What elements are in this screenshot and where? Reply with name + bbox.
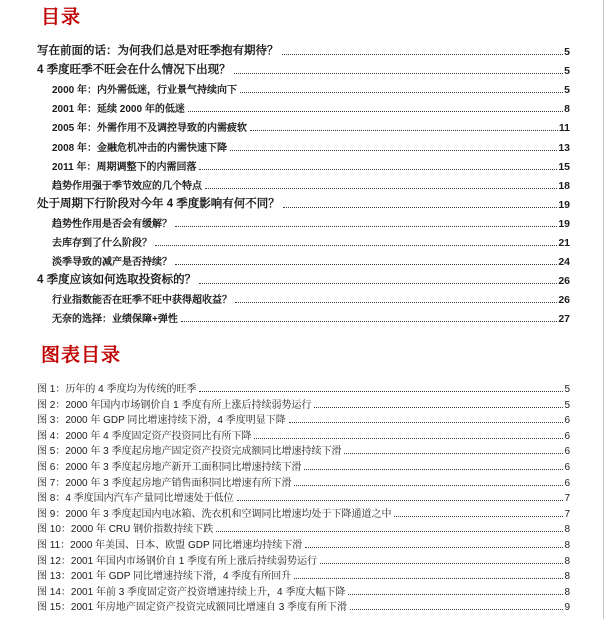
entry-page-number: 8: [564, 571, 570, 583]
entry-label: 图 14：2001 年前 3 季度固定资产投资增速持续上升，4 季度大幅下降: [37, 586, 346, 598]
toc-section-title: 目录: [41, 7, 82, 28]
dot-leader: [304, 468, 563, 470]
entry-label: 行业指数能否在旺季不旺中获得超收益？: [52, 295, 232, 307]
entry-label: 2011 年：周期调整下的内需回落: [52, 161, 197, 173]
toc-entry[interactable]: [37, 192, 570, 211]
entry-label: 无奈的选择：业绩保障+弹性: [52, 314, 178, 326]
toc-entry[interactable]: [37, 268, 570, 287]
dot-leader: [282, 53, 564, 55]
entry-label: 4 季度应该如何选取投资标的？: [37, 274, 197, 287]
figure-entry[interactable]: [37, 442, 570, 458]
entry-label: 2001 年：延续 2000 年的低迷: [52, 104, 185, 116]
entry-page-number: 24: [558, 256, 570, 269]
dot-leader: [175, 263, 557, 265]
dot-leader: [294, 577, 563, 579]
toc-entry[interactable]: [37, 287, 570, 306]
entry-page-number: 6: [564, 461, 570, 473]
entry-page-number: 5: [564, 84, 570, 97]
figures-list: [37, 379, 570, 613]
entry-page-number: 8: [564, 555, 570, 567]
entry-page-number: 8: [564, 586, 570, 598]
figure-entry[interactable]: [37, 535, 570, 551]
dot-leader: [254, 437, 563, 439]
entry-label: 写在前面的话：为何我们总是对旺季抱有期待？: [37, 45, 279, 58]
entry-label: 图 10：2000 年 CRU 钢价指数持续下跌: [37, 524, 214, 536]
entry-label: 图 13：2001 年 GDP 同比增速持续下滑，4 季度有所回升: [37, 571, 292, 583]
entry-label: 2000 年：内外需低迷，行业景气持续向下: [52, 85, 238, 97]
dot-leader: [230, 149, 557, 151]
entry-page-number: 13: [558, 141, 570, 154]
dot-leader: [344, 452, 563, 454]
toc-entry[interactable]: [37, 249, 570, 268]
entry-page-number: 5: [564, 384, 570, 395]
entry-label: 图 12：2001 年国内市场钢价自 1 季度有所上涨后持续弱势运行: [37, 555, 318, 567]
entry-page-number: 6: [564, 446, 570, 458]
entry-label: 处于周期下行阶段对今年 4 季度影响有何不同？: [37, 197, 280, 210]
entry-label: 图 11：2000 年美国、日本、欧盟 GDP 同比增速均持续下滑: [37, 539, 303, 551]
toc-list: [37, 39, 570, 325]
dot-leader: [234, 72, 564, 74]
dot-leader: [314, 406, 563, 408]
entry-page-number: 18: [558, 179, 570, 192]
figure-entry[interactable]: [37, 411, 570, 427]
dot-leader: [294, 484, 563, 486]
dot-leader: [199, 168, 557, 170]
dot-leader: [289, 421, 564, 423]
entry-page-number: 8: [564, 103, 570, 116]
entry-page-number: 11: [558, 122, 570, 135]
dot-leader: [199, 390, 563, 392]
page-right-border: [603, 0, 604, 619]
figure-entry[interactable]: [37, 504, 570, 520]
entry-page-number: 6: [564, 477, 570, 489]
toc-entry[interactable]: [37, 134, 570, 153]
dot-leader: [348, 593, 563, 595]
entry-page-number: 8: [564, 539, 570, 551]
entry-page-number: 6: [564, 430, 570, 442]
figure-entry[interactable]: [37, 395, 570, 411]
entry-page-number: 9: [564, 602, 570, 614]
dot-leader: [216, 530, 563, 532]
toc-entry[interactable]: [37, 173, 570, 192]
dot-leader: [175, 225, 557, 227]
entry-label: 图 9：2000 年 3 季度起国内电冰箱、洗衣机和空调同比增速均处于下降通道之中: [37, 508, 392, 520]
dot-leader: [181, 320, 557, 322]
entry-label: 淡季导致的减产是否持续？: [52, 257, 172, 269]
entry-label: 图 1：历年的 4 季度均为传统的旺季: [37, 384, 197, 395]
figure-entry[interactable]: [37, 426, 570, 442]
entry-page-number: 15: [558, 160, 570, 173]
toc-entry[interactable]: [37, 115, 570, 134]
dot-leader: [250, 129, 558, 131]
entry-label: 图 8：4 季度国内汽车产量同比增速处于低位: [37, 493, 234, 505]
entry-label: 图 5：2000 年 3 季度起房地产固定资产投资完成额同比增速持续下滑: [37, 446, 342, 458]
toc-entry[interactable]: [37, 58, 570, 77]
dot-leader: [283, 206, 558, 208]
figure-entry[interactable]: [37, 520, 570, 536]
figures-section-title: 图表目录: [41, 345, 122, 367]
entry-page-number: 19: [558, 198, 570, 211]
figure-entry[interactable]: [37, 457, 570, 473]
figure-entry[interactable]: [37, 473, 570, 489]
entry-label: 图 3：2000 年 GDP 同比增速持续下滑，4 季度明显下降: [37, 415, 286, 427]
entry-label: 去库存到了什么阶段？: [52, 238, 152, 250]
dot-leader: [188, 110, 563, 112]
entry-page-number: 5: [564, 65, 570, 78]
entry-label: 趋势性作用是否会有缓解？: [52, 218, 172, 230]
dot-leader: [305, 546, 563, 548]
dot-leader: [240, 91, 563, 93]
dot-leader: [199, 282, 557, 284]
entry-page-number: 6: [564, 415, 570, 427]
figure-entry[interactable]: [37, 489, 570, 505]
entry-label: 图 6：2000 年 3 季度起房地产新开工面积同比增速持续下滑: [37, 461, 302, 473]
entry-page-number: 21: [558, 237, 570, 250]
entry-label: 4 季度旺季不旺会在什么情况下出现？: [37, 64, 231, 77]
entry-page-number: 8: [564, 524, 570, 536]
toc-entry[interactable]: [37, 154, 570, 173]
dot-leader: [155, 244, 557, 246]
entry-page-number: 26: [558, 275, 570, 288]
entry-label: 图 7：2000 年 3 季度起房地产销售面积同比增速有所下滑: [37, 477, 292, 489]
entry-label: 图 4：2000 年 4 季度固定资产投资同比有所下降: [37, 430, 252, 442]
toc-entry[interactable]: [37, 306, 570, 325]
entry-page-number: 5: [564, 399, 570, 411]
toc-entry[interactable]: [37, 230, 570, 249]
figure-entry[interactable]: [37, 598, 570, 614]
dot-leader: [237, 499, 564, 501]
figure-entry[interactable]: [37, 582, 570, 598]
dot-leader: [350, 608, 563, 610]
entry-page-number: 27: [558, 313, 570, 326]
entry-label: 2008 年：金融危机冲击的内需快速下降: [52, 142, 228, 154]
dot-leader: [205, 187, 557, 189]
entry-page-number: 7: [564, 493, 570, 505]
entry-label: 趋势作用强于季节效应的几个特点: [52, 180, 202, 192]
toc-entry[interactable]: [37, 211, 570, 230]
figure-entry[interactable]: [37, 551, 570, 567]
entry-page-number: 5: [564, 46, 570, 59]
toc-entry[interactable]: [37, 39, 570, 58]
entry-label: 图 15：2001 年房地产固定资产投资完成额同比增速自 3 季度有所下滑: [37, 602, 348, 614]
toc-entry[interactable]: [37, 77, 570, 96]
entry-page-number: 26: [558, 294, 570, 307]
entry-label: 2005 年：外需作用不及调控导致的内需疲软: [52, 123, 248, 135]
dot-leader: [235, 301, 557, 303]
dot-leader: [320, 562, 563, 564]
entry-page-number: 19: [558, 217, 570, 230]
entry-label: 图 2：2000 年国内市场钢价自 1 季度有所上涨后持续弱势运行: [37, 399, 312, 411]
figure-entry[interactable]: [37, 379, 570, 395]
figure-entry[interactable]: [37, 567, 570, 583]
entry-page-number: 7: [564, 508, 570, 520]
toc-entry[interactable]: [37, 96, 570, 115]
dot-leader: [394, 515, 563, 517]
